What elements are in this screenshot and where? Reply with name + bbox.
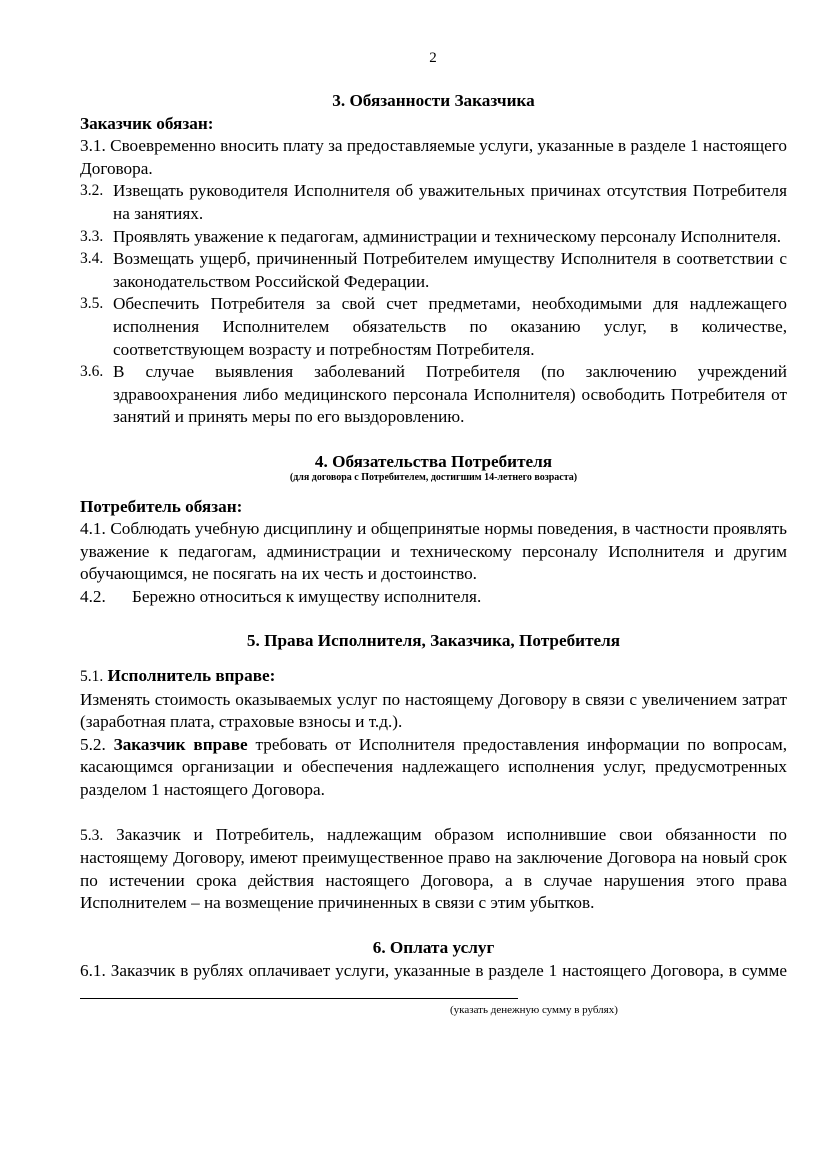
clause-number: 3.2. (80, 182, 104, 200)
clause-4-2 (80, 586, 787, 609)
clause-5-2-text: требовать от Исполнителя предоставления информации по вопросам, касающимся организации и обеспечения надлежащего исполнения услуг, предусмотренных разделом 1 настоящего Договора. (80, 734, 787, 800)
section-3-title: 3. Обязанности Заказчика (332, 91, 535, 110)
clause-number: 3.6. (80, 363, 104, 381)
clause-5-1-bold: Исполнитель вправе: (107, 666, 276, 686)
clause-5-3 (80, 824, 787, 915)
clause-4-1: 4.1. Соблюдать учебную дисциплину и общепринятые нормы поведения, в частности проявлять уважение к педагогам, администрации и техническому персоналу Исполнителя и другим обучающимся, не посягать на их честь и достоинство. (80, 519, 787, 584)
clause-3-5 (80, 293, 787, 361)
clause-3-6 (80, 361, 787, 429)
amount-blank-note: (указать денежную сумму в рублях) (450, 1003, 618, 1016)
clause-4-2-text: Бережно относиться к имуществу исполнителя. (132, 586, 482, 606)
clause-6-1-text: 6.1. Заказчик в рублях оплачивает услуги, указанные в разделе 1 настоящего Договора, в сумме (80, 960, 787, 980)
section-4-title: 4. Обязательства Потребителя (314, 451, 553, 471)
clause-5-3-text: Заказчик и Потребитель, надлежащим образом исполнившие свои обязанности по настоящему Договору, имеют преимущественное право на заключение Договора на новый срок по истечении срока действия настоящего Договора, а в случае нарушения этого права Исполнителем – на возмещение причиненных в связи с этим убытков. (80, 824, 787, 913)
clause-5-2-bold: Заказчик вправе (113, 734, 248, 754)
clause-3-2 (80, 180, 787, 225)
clause-number: 3.5. (80, 295, 104, 313)
clause-text: Обеспечить Потребителя за свой счет предметами, необходимыми для надлежащего исполнения Исполнителем обязательств по оказанию услуг, в количестве, соответствующем возрасту и потребностям Потребителя. (113, 294, 787, 359)
section-3-subtitle: Заказчик обязан: (80, 113, 214, 133)
clause-number: 3.4. (80, 250, 104, 268)
section-3-items (80, 180, 787, 429)
clause-3-1: 3.1. Своевременно вносить плату за предоставляемые услуги, указанные в разделе 1 настоящего Договора. (80, 136, 787, 178)
document-content (80, 90, 787, 1016)
clause-number: 3.3. (80, 227, 104, 245)
clause-text: Проявлять уважение к педагогам, администрации и техническому персоналу Исполнителя. (113, 226, 782, 246)
amount-blank-line (80, 982, 518, 999)
section-4-note: (для договора с Потребителем, достигшим 14-летнего возраста) (289, 471, 578, 483)
clause-5-2-num: 5.2. (80, 734, 106, 754)
section-5-title: 5. Права Исполнителя, Заказчика, Потребителя (246, 631, 621, 651)
clause-5-3-num: 5.3. (80, 826, 104, 844)
clause-5-1-num: 5.1. (80, 668, 104, 686)
clause-text: В случае выявления заболеваний Потребителя (по заключению учреждений здравоохранения либо медицинского персонала Исполнителя) освободить Потребителя от занятий и принять меры по его выздоровлению. (113, 362, 787, 427)
clause-4-2-num: 4.2. (80, 586, 106, 606)
section-4-subtitle: Потребитель обязан: (80, 496, 243, 516)
clause-5-1-head (80, 665, 787, 689)
clause-6-1 (80, 960, 787, 1006)
clause-3-3 (80, 226, 787, 249)
page-number: 2 (429, 50, 437, 66)
clause-text: Извещать руководителя Исполнителя об уважительных причинах отсутствия Потребителя на занятиях. (113, 181, 787, 223)
clause-5-1-text: Изменять стоимость оказываемых услуг по настоящему Договору в связи с увеличением затрат (заработная плата, страховые взносы и т.д.). (80, 689, 787, 732)
clause-5-2 (80, 734, 787, 802)
section-6-title: 6. Оплата услуг (372, 938, 495, 957)
clause-text: Возмещать ущерб, причиненный Потребителем имуществу Исполнителя в соответствии с законодательством Российской Федерации. (113, 249, 787, 291)
clause-3-4 (80, 248, 787, 293)
